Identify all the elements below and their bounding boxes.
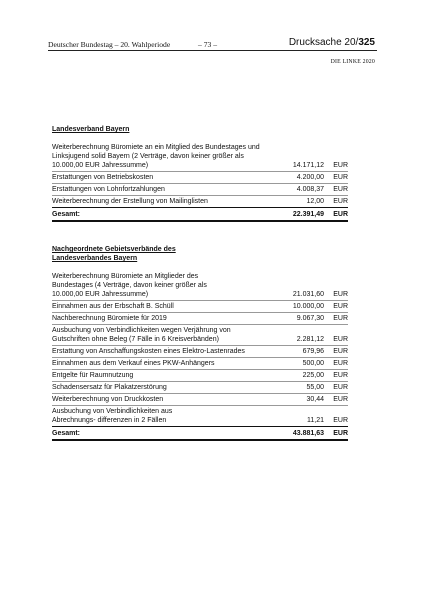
total-row — [52, 208, 348, 222]
row-label: Weiterberechnung Büromiete an Mitglieder des Bundestages (4 Verträge, davon keiner größer als 10.000,00 EUR Jahressumme) — [52, 273, 207, 298]
drucksache-prefix: Drucksache 20/ — [288, 37, 359, 48]
total-amount: 22.391,49 — [292, 211, 324, 218]
table-row — [52, 301, 348, 313]
row-amount: 12,00 — [306, 198, 324, 205]
table-row — [52, 370, 348, 382]
row-amount: 4.200,00 — [296, 174, 324, 181]
row-amount: 30,44 — [306, 396, 324, 403]
row-currency: EUR — [333, 360, 348, 367]
row-amount: 11,21 — [307, 417, 324, 424]
table-row — [52, 172, 348, 184]
table-row — [52, 196, 348, 208]
row-label: Erstattung von Anschaffungskosten eines Elektro-Lastenrades — [52, 348, 245, 355]
section-landesverband — [52, 125, 348, 222]
section-gebietsverbaende — [52, 245, 348, 441]
row-amount: 2.281,12 — [296, 336, 324, 343]
row-label: Erstattungen von Betriebskosten — [52, 174, 154, 181]
header-left: Deutscher Bundestag – 20. Wahlperiode — [48, 40, 171, 49]
total-label: Gesamt: — [52, 211, 81, 218]
table-row — [52, 184, 348, 196]
row-currency: EUR — [333, 384, 348, 391]
row-amount: 10.000,00 — [292, 303, 324, 310]
table-row — [52, 346, 348, 358]
row-amount: 55,00 — [306, 384, 324, 391]
row-label: Erstattungen von Lohnfortzahlungen — [52, 186, 165, 193]
row-currency: EUR — [333, 303, 348, 310]
total-amount: 43.881,63 — [292, 430, 324, 437]
row-currency: EUR — [333, 162, 348, 169]
row-label: Weiterberechnung von Druckkosten — [52, 396, 164, 403]
table-row — [52, 406, 348, 427]
section-title: Nachgeordnete Gebietsverbände des Landesverbandes Bayern — [52, 246, 176, 262]
row-label: Ausbuchung von Verbindlichkeiten aus Abrechnungs- differenzen in 2 Fällen — [52, 408, 173, 424]
row-amount: 9.067,30 — [296, 315, 324, 322]
total-currency: EUR — [333, 430, 348, 437]
party-year-label: DIE LINKE 2020 — [330, 59, 375, 65]
table-row — [52, 142, 348, 172]
row-label: Weiterberechnung der Erstellung von Mailinglisten — [52, 198, 208, 205]
row-currency: EUR — [333, 186, 348, 193]
row-label: Nachberechnung Büromiete für 2019 — [52, 315, 167, 322]
row-label: Schadensersatz für Plakatzerstörung — [52, 384, 167, 391]
header-page-number: – 73 – — [198, 40, 217, 49]
total-label: Gesamt: — [52, 430, 81, 437]
row-currency: EUR — [333, 336, 348, 343]
row-currency: EUR — [333, 396, 348, 403]
row-currency: EUR — [333, 348, 348, 355]
table-row — [52, 358, 348, 370]
row-label: Einnahmen aus dem Verkauf eines PKW-Anhängers — [52, 360, 215, 367]
row-currency: EUR — [333, 291, 348, 298]
row-amount: 4.008,37 — [296, 186, 324, 193]
row-label: Entgelte für Raumnutzung — [52, 372, 134, 379]
row-currency: EUR — [333, 372, 348, 379]
table-row — [52, 313, 348, 325]
section-title: Landesverband Bayern — [52, 126, 130, 133]
total-row — [52, 427, 348, 441]
row-amount: 21.031,60 — [292, 291, 324, 298]
row-currency: EUR — [333, 198, 348, 205]
row-currency: EUR — [333, 174, 348, 181]
header-drucksache — [289, 37, 375, 48]
table-row — [52, 271, 348, 301]
row-currency: EUR — [333, 417, 348, 424]
table-row — [52, 382, 348, 394]
row-amount: 500,00 — [302, 360, 324, 367]
drucksache-number: 325 — [358, 37, 375, 48]
row-amount: 14.171,12 — [292, 162, 324, 169]
row-label: Weiterberechnung Büromiete an ein Mitglied des Bundestages und Linksjugend solid Bayern (2 Verträge, davon keiner größer als 10.000,00 EUR Jahressumme) — [52, 144, 260, 169]
table-row — [52, 394, 348, 406]
total-currency: EUR — [333, 211, 348, 218]
header-rule — [48, 50, 377, 51]
row-label: Ausbuchung von Verbindlichkeiten wegen Verjährung von Gutschriften ohne Beleg (7 Fälle in 6 Kreisverbänden) — [52, 327, 231, 343]
row-amount: 225,00 — [302, 372, 324, 379]
row-currency: EUR — [333, 315, 348, 322]
table-row — [52, 325, 348, 346]
row-label: Einnahmen aus der Erbschaft B. Schüll — [52, 303, 174, 310]
row-amount: 679,96 — [302, 348, 324, 355]
